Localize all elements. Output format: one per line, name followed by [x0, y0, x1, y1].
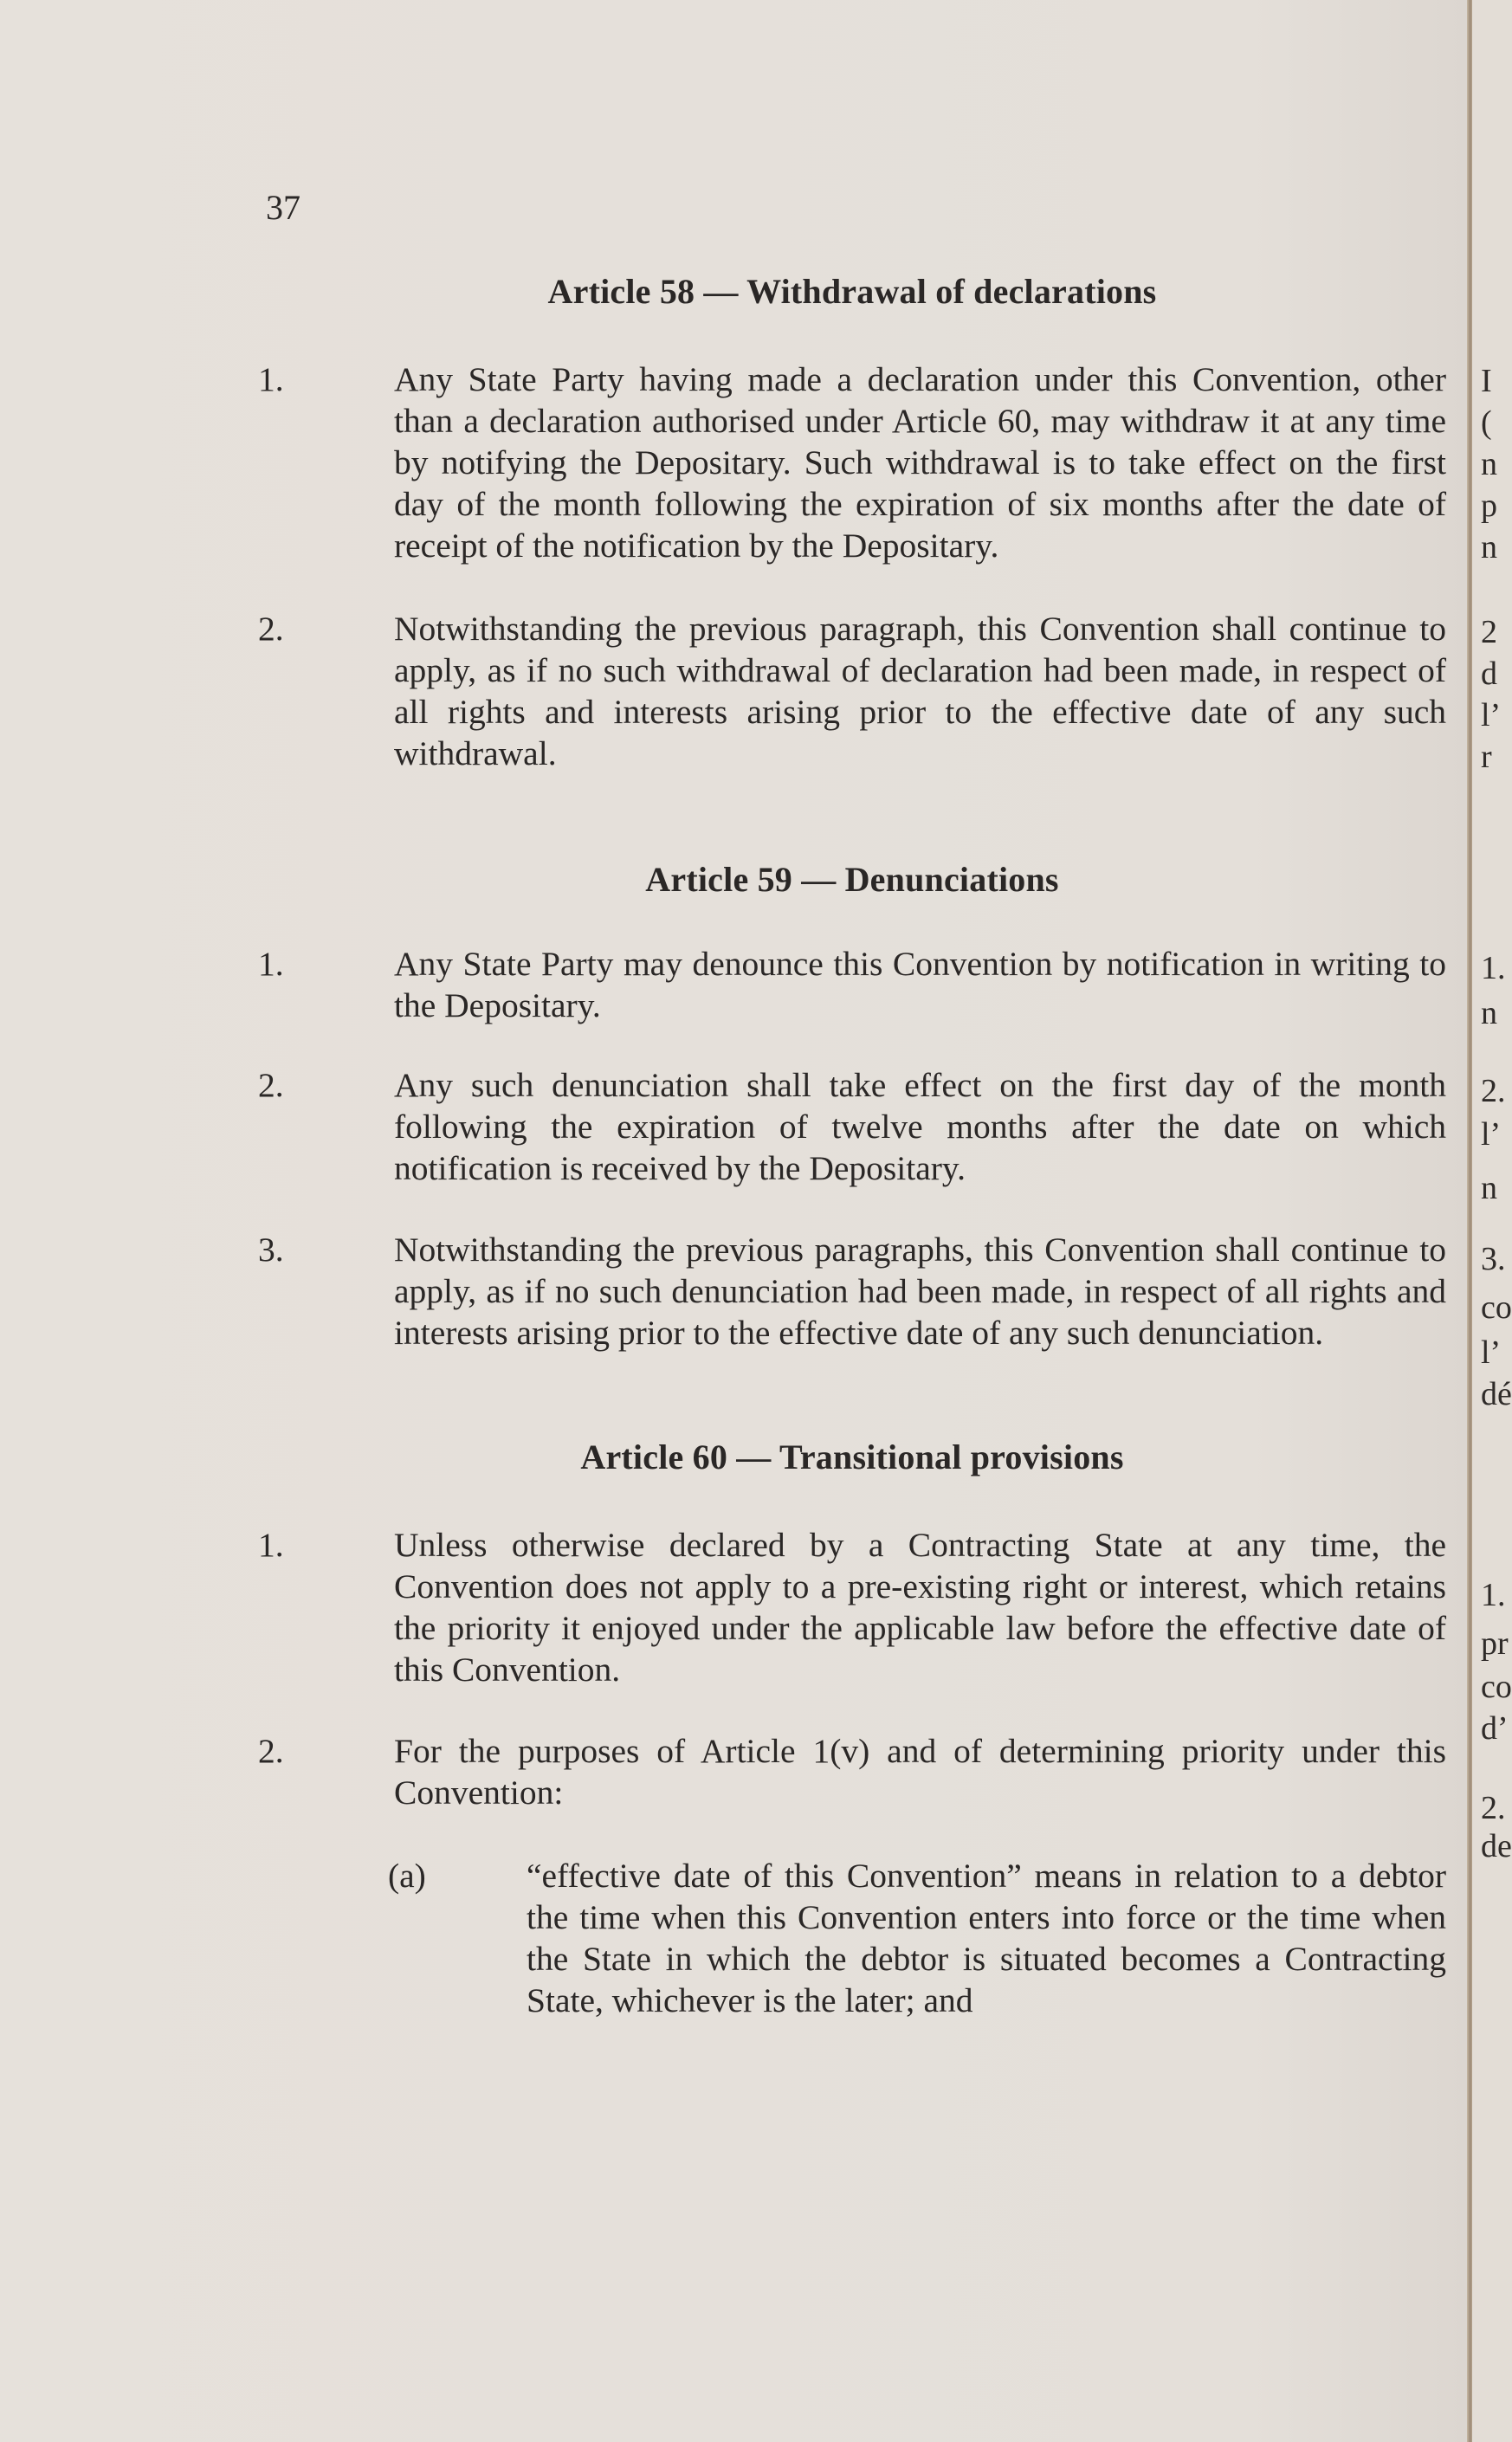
facing-page-text: n [1481, 1170, 1497, 1206]
article-59-paragraph-2 [258, 1064, 1446, 1189]
facing-page-text: p [1481, 488, 1497, 524]
article-60-paragraph-1 [258, 1524, 1446, 1690]
facing-page-text: n [1481, 446, 1497, 482]
subparagraph-text: “effective date of this Convention” means in relation to a debtor the time when this Convention enters into force or the time when the State in which the debtor is situated becomes a Contracting State, whichever is the later; and [527, 1857, 1446, 2019]
article-60-heading: Article 60 — Transitional provisions [580, 1437, 1124, 1476]
facing-page-text: I [1481, 363, 1492, 399]
facing-page-text: ( [1481, 404, 1492, 441]
paragraph-number: 2. [258, 1066, 284, 1104]
facing-page-text: l’ [1481, 697, 1502, 733]
article-58-heading: Article 58 — Withdrawal of declarations [547, 272, 1157, 311]
article-59-heading: Article 59 — Denunciations [645, 860, 1059, 899]
facing-page-text: l’ [1481, 1334, 1502, 1371]
facing-page-text: 3. [1481, 1241, 1506, 1277]
paragraph-text: For the purposes of Article 1(v) and of determining priority under this Convention: [394, 1732, 1446, 1812]
facing-page-text: 1. [1481, 950, 1506, 986]
article-59-paragraph-3 [258, 1229, 1446, 1353]
facing-page-text: 2. [1481, 1790, 1506, 1826]
paragraph-text: Any State Party may denounce this Convention by notification in writing to the Depositary. [394, 945, 1446, 1024]
facing-page-text: pr [1481, 1625, 1509, 1662]
facing-page-text: d’ [1481, 1710, 1509, 1747]
facing-page-text: d [1481, 656, 1497, 692]
facing-page-text: 2 [1481, 614, 1497, 650]
paragraph-text: Unless otherwise declared by a Contracting State at any time, the Convention does not apply to a pre-existing right or interest, which retains the priority it enjoyed under the applicable law before the effective date of this Convention. [394, 1526, 1446, 1689]
facing-page-text: l’ [1481, 1116, 1502, 1153]
facing-page-text: co [1481, 1289, 1512, 1326]
facing-page-text: r [1481, 739, 1492, 775]
paragraph-text: Any such denunciation shall take effect on the first day of the month following the expiration of twelve months after the date on which notification is received by the Depositary. [394, 1066, 1446, 1187]
article-58-paragraph-1 [258, 359, 1446, 566]
facing-page-text: de [1481, 1828, 1512, 1864]
subparagraph-label: (a) [388, 1857, 426, 1895]
paragraph-number: 1. [258, 360, 284, 398]
article-59-paragraph-1 [258, 943, 1446, 1026]
paragraph-text: Notwithstanding the previous paragraphs, this Convention shall continue to apply, as if no such denunciation had been made, in respect of all rights and interests arising prior to the effective date of any such denunciation. [394, 1231, 1446, 1352]
paragraph-text: Any State Party having made a declaration under this Convention, other than a declaration authorised under Article 60, may withdraw it at any time by notifying the Depositary. Such withdrawal is to take effect on the first day of the month following the expiration of six months after the date of receipt of the notification by the Depositary. [394, 360, 1446, 565]
page-number: 37 [266, 188, 300, 227]
paragraph-number: 1. [258, 945, 284, 983]
facing-page-text: dé [1481, 1376, 1512, 1412]
article-60-subparagraph-a [388, 1855, 1446, 2021]
facing-page-text: n [1481, 995, 1497, 1031]
facing-page-text: 1. [1481, 1577, 1506, 1613]
facing-page-text: co [1481, 1669, 1512, 1705]
article-60-paragraph-2 [258, 1730, 1446, 1813]
paragraph-text: Notwithstanding the previous paragraph, this Convention shall continue to apply, as if no such withdrawal of declaration had been made, in respect of all rights and interests arising prior to the effective date of any such withdrawal. [394, 610, 1446, 772]
facing-page-text: n [1481, 529, 1497, 565]
article-58-paragraph-2 [258, 608, 1446, 774]
paragraph-number: 1. [258, 1526, 284, 1564]
facing-page-text: 2. [1481, 1073, 1506, 1109]
paragraph-number: 2. [258, 610, 284, 648]
paragraph-number: 3. [258, 1231, 284, 1269]
document-body [258, 260, 1446, 2021]
paragraph-number: 2. [258, 1732, 284, 1770]
facing-page-fragment [1472, 0, 1512, 2442]
